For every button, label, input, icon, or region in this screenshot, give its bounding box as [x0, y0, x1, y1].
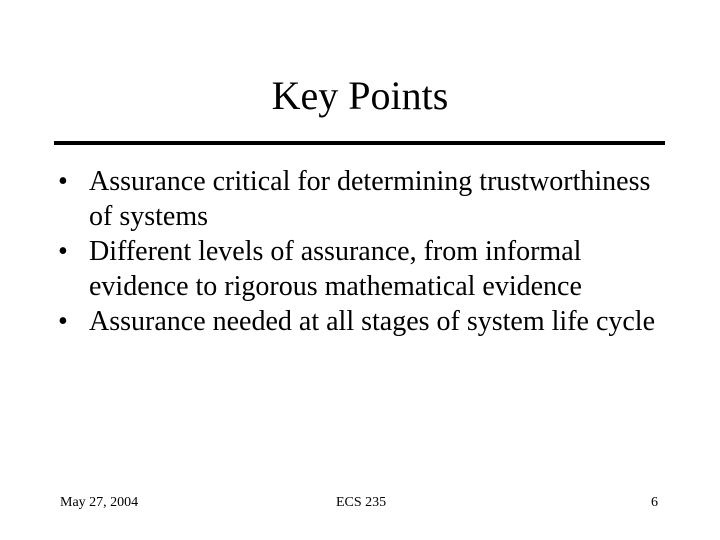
- bullet-list: [58, 164, 678, 339]
- bullet-icon: •: [58, 306, 68, 337]
- bullet-item: [58, 234, 678, 304]
- slide-title: Key Points: [271, 73, 449, 118]
- bullet-item: [58, 164, 678, 234]
- bullet-icon: •: [58, 236, 68, 267]
- footer-page-number: 6: [651, 495, 658, 510]
- title-divider: [54, 141, 665, 145]
- bullet-text: Assurance critical for determining trustworthiness of systems: [89, 166, 651, 232]
- bullet-text: Assurance needed at all stages of system life cycle: [89, 306, 656, 337]
- footer-course: ECS 235: [336, 495, 387, 510]
- footer-date: May 27, 2004: [60, 495, 139, 510]
- bullet-text: Different levels of assurance, from informal evidence to rigorous mathematical evidence: [89, 236, 582, 302]
- bullet-icon: •: [58, 166, 68, 197]
- bullet-item: [58, 304, 678, 339]
